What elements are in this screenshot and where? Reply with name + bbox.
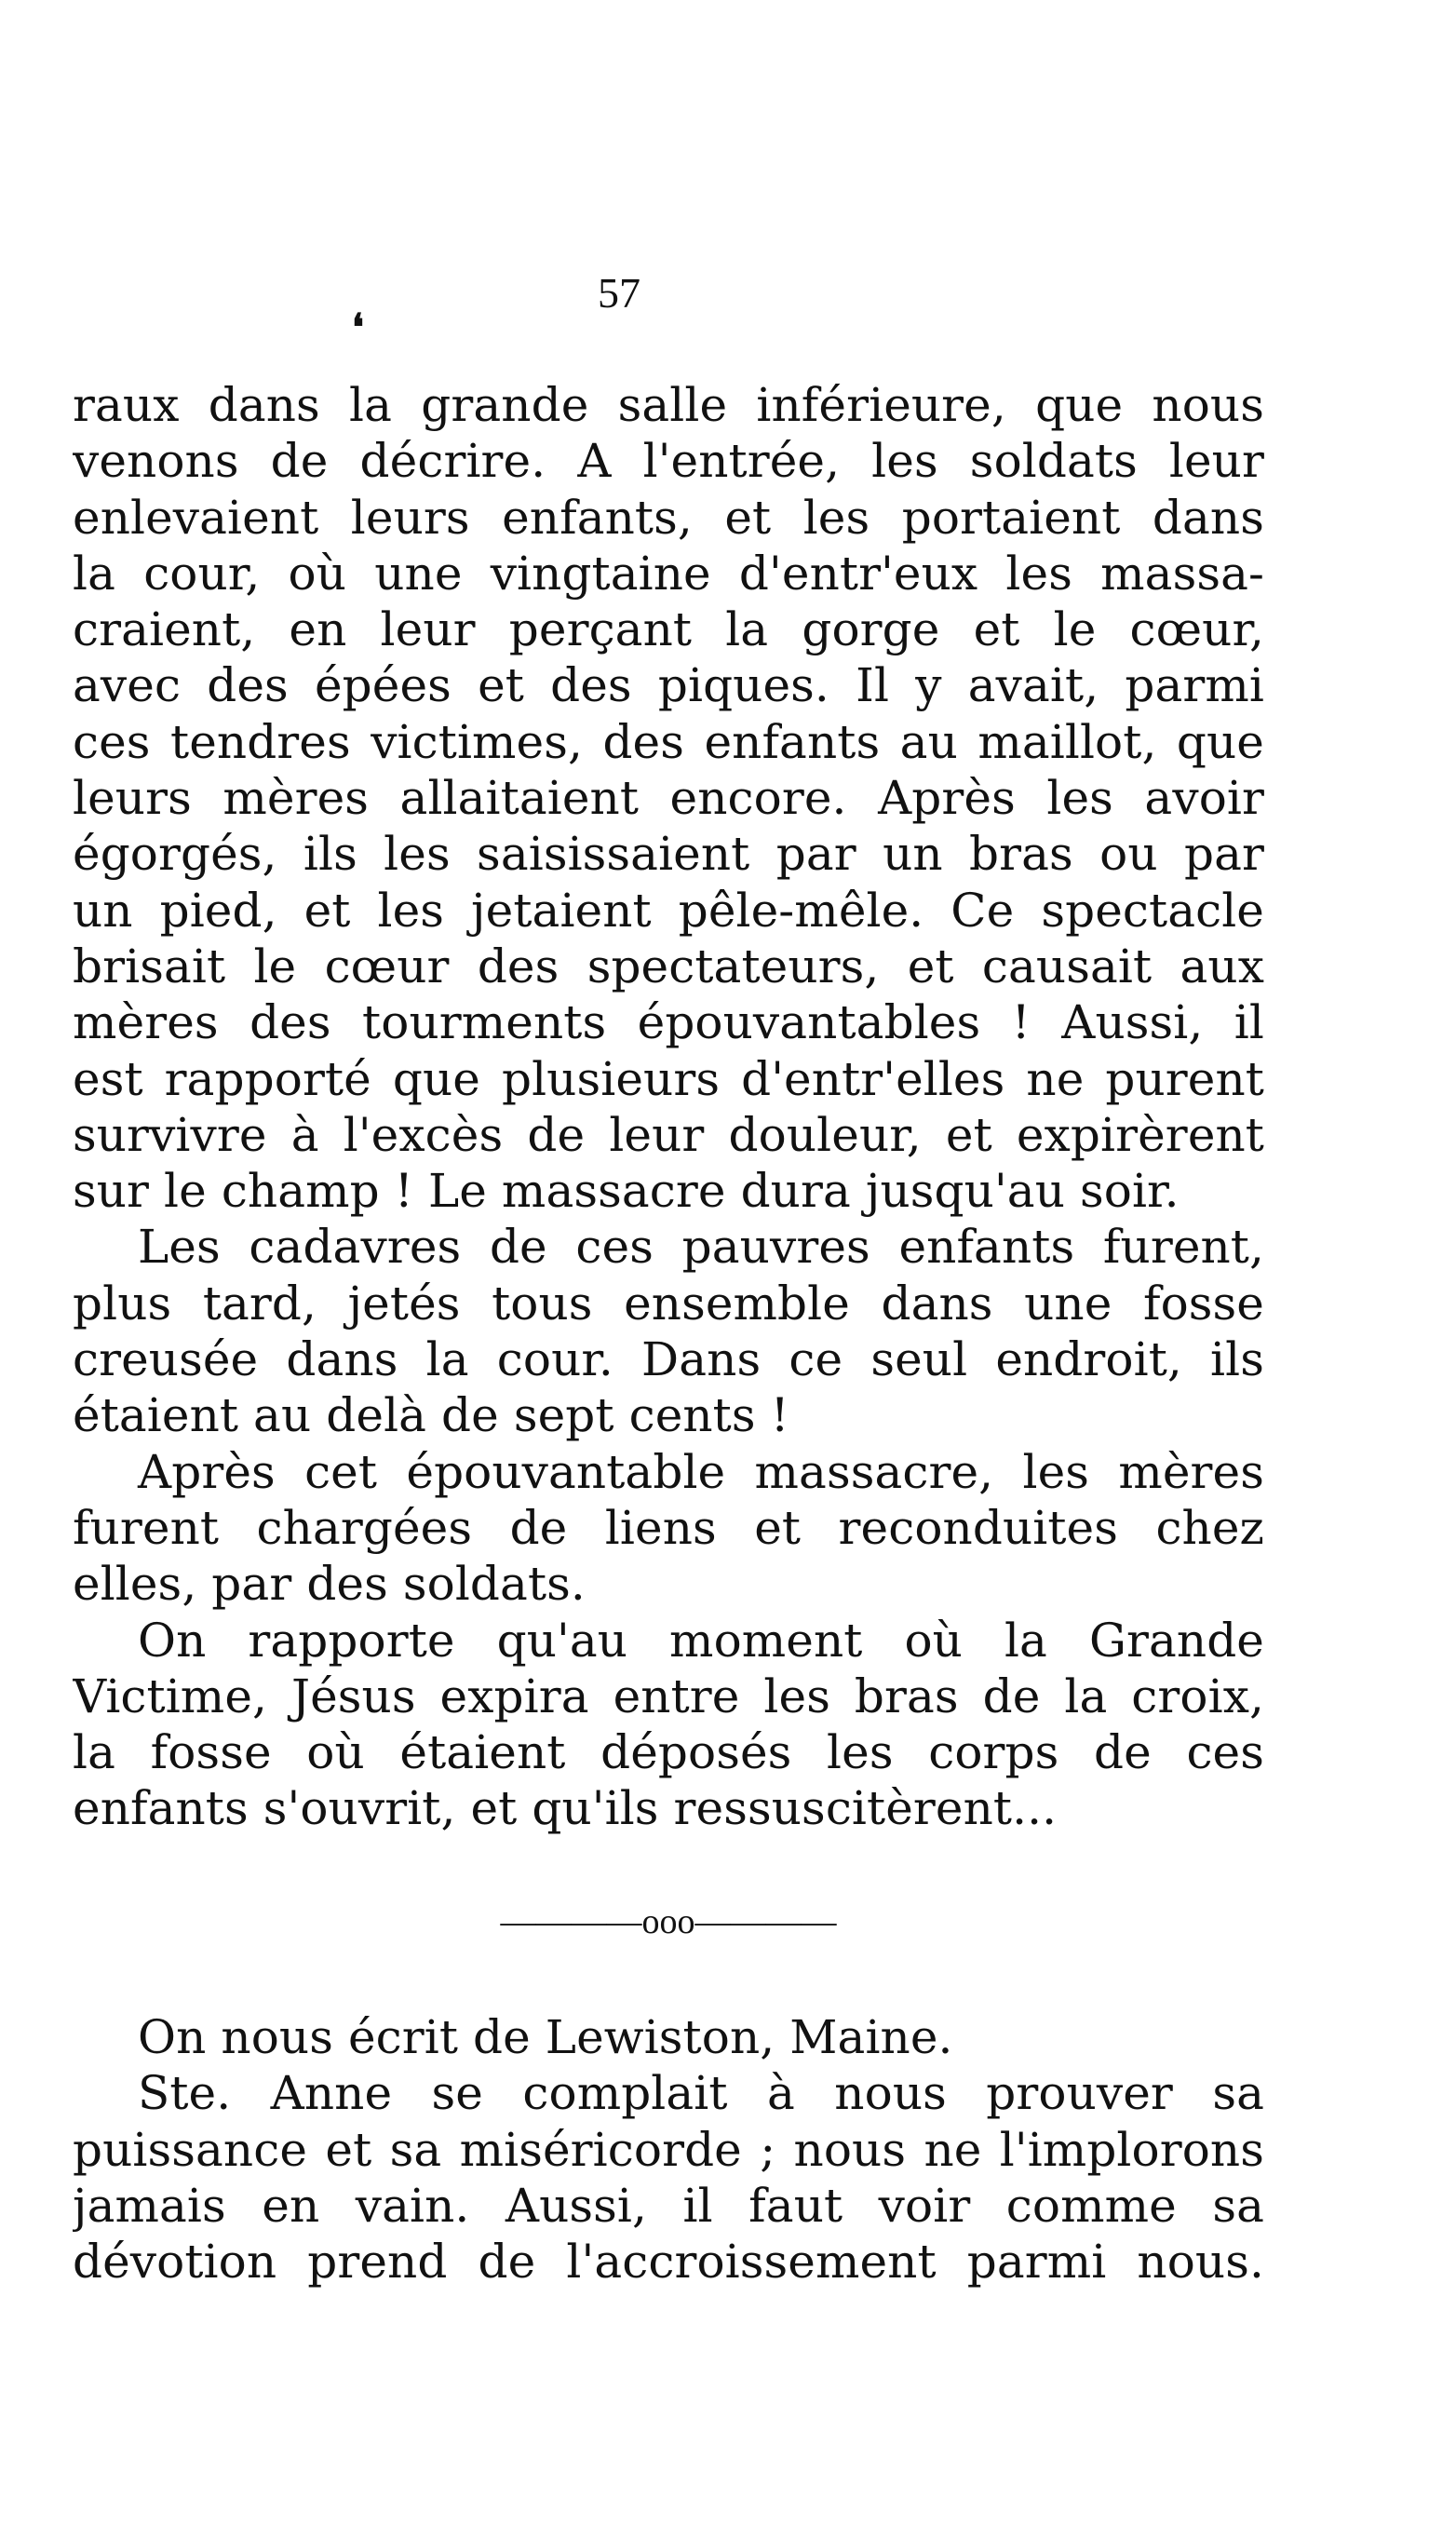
section-separator: ————ooo———— [500,1902,837,1941]
text-line: furent chargées de liens et reconduites chez [73,1500,1264,1555]
text-line: puissance et sa miséricorde ; nous ne l'implorons [73,2122,1264,2177]
text-line: brisait le cœur des spectateurs, et causait aux [73,939,1264,993]
text-line: On nous écrit de Lewiston, Maine. [138,2010,953,2064]
text-line: sur le champ ! Le massacre dura jusqu'au soir. [73,1164,1180,1219]
text-line: mères des tourments épouvantables ! Aussi, il [73,995,1264,1050]
text-line: égorgés, ils les saisissaient par un bras ou par [73,827,1264,882]
text-line: la cour, où une vingtaine d'entr'eux les massa- [73,546,1264,601]
text-line: leurs mères allaitaient encore. Après les avoir [73,771,1264,826]
text-line: craient, en leur perçant la gorge et le cœur, [73,602,1264,657]
text-line: elles, par des soldats. [73,1557,586,1612]
text-line: raux dans la grande salle inférieure, que nous [73,378,1264,432]
passage-1 [73,377,1264,1837]
text-line: dévotion prend de l'accroissement parmi nous. [73,2235,1264,2290]
text-line: la fosse où étaient déposés les corps de ces [73,1725,1264,1780]
passage-2 [73,2009,1264,2290]
text-line: Ste. Anne se complait à nous prouver sa [138,2066,1264,2121]
page-number: 57 [598,269,640,317]
text-line: Après cet épouvantable massacre, les mères [138,1444,1264,1499]
text-line: ces tendres victimes, des enfants au maillot, que [73,714,1264,769]
ink-mark: ❛ [352,305,364,349]
text-line: creusée dans la cour. Dans ce seul endroit, ils [73,1332,1264,1387]
text-line: enfants s'ouvrit, et qu'ils ressuscitèrent... [73,1781,1058,1836]
text-line: jamais en vain. Aussi, il faut voir comme sa [73,2178,1264,2233]
text-line: est rapporté que plusieurs d'entr'elles ne purent [73,1051,1264,1106]
text-line: un pied, et les jetaient pêle-mêle. Ce spectacle [73,883,1264,938]
text-line: étaient au delà de sept cents ! [73,1388,789,1443]
text-line: survivre à l'excès de leur douleur, et expirèrent [73,1107,1264,1162]
text-line: venons de décrire. A l'entrée, les soldats leur [73,434,1264,489]
text-line: avec des épées et des piques. Il y avait, parmi [73,658,1264,713]
text-line: On rapporte qu'au moment où la Grande [138,1613,1264,1668]
text-line: Victime, Jésus expira entre les bras de la croix, [73,1669,1264,1723]
text-line: plus tard, jetés tous ensemble dans une fosse [73,1276,1264,1331]
text-line: Les cadavres de ces pauvres enfants furent, [138,1220,1264,1275]
text-line: enlevaient leurs enfants, et les portaient dans [73,490,1264,545]
